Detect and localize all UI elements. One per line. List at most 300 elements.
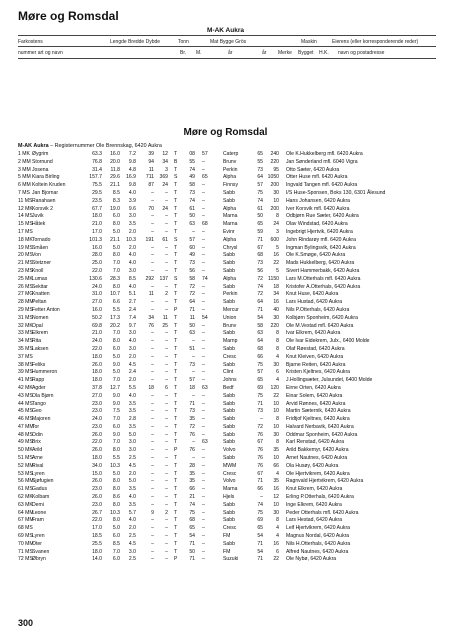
cell-hp: 4 (276, 470, 279, 477)
cell-name: Tornado (32, 236, 51, 243)
cell-ey: 61 (257, 205, 263, 212)
cell-no: 3 MM (18, 166, 31, 173)
cell-name: Ola Bjørn (32, 392, 54, 399)
cell-br: 19.0 (110, 205, 120, 212)
cell-br: 17.3 (110, 314, 120, 321)
cell-br: 6.0 (112, 213, 120, 220)
cell-ton: – (151, 189, 154, 196)
cell-br: 8.0 (112, 252, 120, 259)
cell-len: 15.0 (92, 470, 102, 477)
header-rule-top (18, 35, 436, 36)
cell-eng: Sabb (223, 283, 235, 290)
cell-grp: 58 (189, 182, 195, 189)
cell-dp: 4.5 (128, 462, 136, 469)
cell-grp: 63 (189, 221, 195, 228)
cell-dp: 4.0 (128, 517, 136, 524)
cell-len: 23.0 (92, 486, 102, 493)
cell-br: 10.7 (110, 291, 120, 298)
cell-mat: T (174, 299, 178, 306)
cell-br: 11.8 (110, 166, 120, 173)
cell-hp: 10 (273, 400, 279, 407)
cell-mat: T (174, 486, 178, 493)
cell-own: Ingvald Tangen mfl. 6420 Aukra (286, 182, 358, 189)
cell-dp: 2.8 (128, 416, 136, 423)
cell-ton: 191 (145, 236, 154, 243)
cell-ton: 87 (148, 182, 154, 189)
cell-eng: Sabb (223, 299, 235, 306)
cell-name: Leone (32, 509, 47, 516)
cell-br: 8.5 (112, 189, 120, 196)
cell-len: 28.0 (92, 252, 102, 259)
cell-dp: 5.0 (128, 431, 136, 438)
register-series: M-AK Aukra (207, 27, 244, 34)
cell-len: 23.0 (92, 400, 102, 407)
cell-eng: Suzuki (223, 556, 239, 563)
cell-mat: T (174, 408, 178, 415)
cell-grp: 08 (189, 151, 195, 157)
cell-ton: – (151, 221, 154, 228)
cell-own: Fridtjof Kjeltnes, 6420 Aukra (286, 416, 350, 423)
cell-mat: T (174, 166, 178, 173)
cell-own: Ole Hjertvikrem, 6420 Aukra (286, 470, 350, 477)
cell-name: Jan Bjornar (32, 189, 59, 196)
cell-br: 6.0 (112, 423, 120, 430)
cell-hp: 1050 (267, 174, 279, 181)
cell-mat: P (174, 556, 178, 563)
cell-grp: – (192, 338, 195, 345)
vessel-table (18, 151, 438, 564)
cell-ch: – (202, 189, 205, 196)
cell-mat: T (174, 462, 178, 469)
cell-grp: 63 (189, 330, 195, 337)
cell-name: Nomen (32, 314, 49, 321)
header-col-tonnage: Tonn (178, 39, 189, 45)
header-sub-built: Bygget (298, 50, 314, 56)
cell-eng: Marna (223, 221, 238, 228)
cell-len: 76.8 (92, 158, 102, 165)
cell-name: Lyren (32, 470, 45, 477)
table-row (18, 502, 438, 510)
cell-ton: – (151, 486, 154, 493)
cell-no: 38 MS (18, 361, 33, 368)
cell-no: 7 MS (18, 189, 30, 196)
cell-grp: 50 (189, 322, 195, 329)
cell-hp: 22 (273, 392, 279, 399)
cell-yr: – (165, 439, 168, 446)
cell-no: 29 MS (18, 306, 33, 313)
cell-ton: – (151, 260, 154, 267)
cell-ch: – (202, 330, 205, 337)
header-sub-m: M. (196, 50, 202, 56)
cell-hp: 10 (273, 501, 279, 508)
header-col-vessel: Farkostens (18, 39, 43, 45)
cell-dp: 2.4 (128, 306, 136, 313)
cell-eng: Perkin (223, 166, 238, 173)
cell-br: 29.6 (110, 174, 120, 181)
cell-own: Halvard Nerbavik, 6420 Aukra (286, 423, 354, 430)
cell-dp: 9.8 (128, 182, 136, 189)
cell-mat: T (174, 338, 178, 345)
cell-ey: 72 (257, 291, 263, 298)
cell-br: 8.5 (112, 540, 120, 547)
cell-ton: – (151, 283, 154, 290)
cell-hp: 8 (276, 439, 279, 446)
cell-ch: – (202, 556, 205, 563)
cell-ton: – (151, 228, 154, 235)
cell-hp: 30 (273, 509, 279, 516)
table-row (18, 182, 438, 190)
cell-eng: Sabb (223, 431, 235, 438)
cell-yr: – (165, 260, 168, 267)
cell-ey: 74 (257, 501, 263, 508)
cell-name: Rival (32, 462, 44, 469)
cell-grp: 72 (189, 423, 195, 430)
table-row (18, 369, 438, 377)
table-row (18, 268, 438, 276)
table-row (18, 260, 438, 268)
cell-ton: – (151, 377, 154, 384)
cell-mat: T (174, 369, 178, 376)
cell-grp: 35 (189, 478, 195, 485)
cell-ton: – (151, 470, 154, 477)
cell-dp: 2.0 (128, 377, 136, 384)
cell-eng: Sabb (223, 267, 235, 274)
cell-own: I/S Huse-Sponsen, Boks 130, 6301 Ålesund (286, 189, 386, 196)
cell-ch: – (202, 182, 205, 189)
cell-name: Korsvik 2 (32, 205, 53, 212)
table-row (18, 471, 438, 479)
cell-name: Geo (32, 408, 42, 415)
cell-hp: 30 (273, 314, 279, 321)
cell-len: 63.3 (92, 151, 102, 157)
cell-grp: 60 (189, 244, 195, 251)
cell-mat: T (174, 283, 178, 290)
cell-grp: 35 (189, 416, 195, 423)
cell-hp: 16 (273, 486, 279, 493)
header-sub-br: Br. (180, 50, 187, 56)
cell-ton: 292 (145, 275, 154, 282)
cell-mat: T (174, 494, 178, 501)
cell-own: Ingman Bylingsvik, 6420 Aukra (286, 244, 356, 251)
cell-eng: Alpha (223, 236, 237, 243)
cell-ch: 65 (202, 174, 208, 181)
cell-mat: T (174, 517, 178, 524)
cell-eng: Sabb (223, 439, 235, 446)
table-row (18, 424, 438, 432)
cell-ton: – (151, 416, 154, 423)
cell-len: 34.0 (92, 462, 102, 469)
cell-len: 22.0 (92, 517, 102, 524)
cell-len: 16.0 (92, 306, 102, 313)
cell-no: 27 MG (18, 291, 34, 298)
cell-name: Arild (32, 447, 43, 454)
cell-len: 23.0 (92, 423, 102, 430)
table-row (18, 377, 438, 385)
cell-own: Martin Sæternik, 6420 Aukra (286, 408, 351, 415)
cell-ton: – (151, 540, 154, 547)
cell-hp: 4 (276, 353, 279, 360)
cell-ey: 63 (257, 330, 263, 337)
cell-no: 19 MS (18, 244, 33, 251)
cell-ey: 66 (257, 353, 263, 360)
table-row (18, 385, 438, 393)
cell-len: 50.2 (92, 314, 102, 321)
cell-yr: – (165, 228, 168, 235)
cell-yr: 2 (165, 291, 168, 298)
cell-dp: 4.0 (128, 494, 136, 501)
cell-ch: – (202, 213, 205, 220)
cell-yr: – (165, 548, 168, 555)
cell-name: Juvik (32, 213, 44, 220)
cell-ton: – (151, 431, 154, 438)
cell-grp: 66 (189, 486, 195, 493)
cell-no: 51 MS (18, 455, 33, 462)
cell-name: Oter (32, 540, 42, 547)
cell-ey: 76 (257, 431, 263, 438)
cell-br: 5.0 (112, 228, 120, 235)
cell-grp: 73 (189, 408, 195, 415)
cell-grp: 71 (189, 556, 195, 563)
cell-len: 18.0 (92, 213, 102, 220)
cell-name: Fram (32, 517, 44, 524)
cell-ton: 18 (148, 384, 154, 391)
cell-mat: T (174, 322, 178, 329)
cell-br: 7.5 (112, 408, 120, 415)
cell-ch: – (202, 267, 205, 274)
cell-mat: T (174, 361, 178, 368)
cell-hp: 1150 (268, 275, 279, 282)
cell-yr: – (165, 470, 168, 477)
cell-mat: T (174, 509, 178, 516)
cell-hp: 8 (276, 338, 279, 345)
header-sub-hp: H.K. (319, 50, 329, 56)
cell-grp: 73 (189, 260, 195, 267)
cell-ey: 75 (257, 392, 263, 399)
cell-hp: 22 (273, 260, 279, 267)
cell-dp: 4.0 (128, 283, 136, 290)
cell-yr: – (165, 447, 168, 454)
cell-no: 12 MK (18, 205, 33, 212)
cell-mat: T (174, 314, 178, 321)
cell-ton: – (151, 556, 154, 563)
cell-mat: T (174, 525, 178, 532)
cell-name: Opal (32, 322, 43, 329)
cell-mat: T (174, 252, 178, 259)
cell-mat: T (174, 501, 178, 508)
cell-own: Ole K.Hukkelberg mfl. 6420 Aukra (286, 151, 363, 157)
cell-dp: 2.0 (128, 228, 136, 235)
cell-dp: 3.0 (128, 345, 136, 352)
cell-ton: – (151, 353, 154, 360)
cell-name: Josena (32, 166, 49, 173)
cell-br: 8.0 (112, 501, 120, 508)
cell-eng: Sabb (223, 408, 235, 415)
cell-len: 26.0 (92, 447, 102, 454)
cell-ch: – (202, 158, 205, 165)
cell-grp: 76 (189, 447, 195, 454)
cell-br: 12.7 (110, 384, 120, 391)
cell-ey: 67 (257, 470, 263, 477)
cell-mat: P (174, 447, 178, 454)
cell-name: Ranahaen (32, 197, 56, 204)
cell-dp: 2.7 (128, 299, 136, 306)
table-row (18, 252, 438, 260)
cell-own: Knut Kleiven, 6420 Aukra (286, 353, 344, 360)
cell-no: 49 MS (18, 439, 33, 446)
cell-no: 42 MK (18, 384, 33, 391)
cell-grp: 18 (189, 384, 195, 391)
table-row (18, 229, 438, 237)
cell-ton: – (151, 548, 154, 555)
cell-eng: Sabb (223, 509, 235, 516)
table-row (18, 159, 438, 167)
cell-len: 17.0 (92, 228, 102, 235)
cell-dp: 2.0 (128, 470, 136, 477)
cell-mat: T (174, 548, 178, 555)
cell-eng: Caterp (223, 151, 239, 157)
cell-ch: – (202, 478, 205, 485)
cell-br: 8.3 (112, 197, 120, 204)
header-sub-year1: år (228, 50, 233, 56)
cell-own: Oddmar Sponheim, 6420 Aukra (286, 431, 358, 438)
cell-ch: – (202, 338, 205, 345)
cell-ey: 73 (257, 260, 263, 267)
cell-grp: 72 (189, 283, 195, 290)
cell-len: 130.6 (89, 275, 102, 282)
cell-own: Kristen Kjeltnes, 6420 Aukra (286, 369, 350, 376)
cell-dp: 10.3 (126, 236, 136, 243)
cell-br: 5.0 (112, 353, 120, 360)
cell-no: 41 MS (18, 377, 33, 384)
cell-br: 20.2 (110, 322, 120, 329)
cell-grp: 75 (189, 509, 195, 516)
cell-br: 8.0 (112, 221, 120, 228)
cell-hp: 10 (273, 197, 279, 204)
cell-own: Lars M.Otterhals mfl. 6420 Aukra (286, 275, 361, 282)
cell-name: Øygrim (32, 151, 49, 157)
cell-br: 7.0 (112, 267, 120, 274)
cell-len: 17.0 (92, 525, 102, 532)
cell-br: 5.0 (112, 244, 120, 251)
cell-dp: 7.4 (128, 314, 136, 321)
cell-ey: 75 (257, 361, 263, 368)
cell-ch: – (202, 322, 205, 329)
cell-yr: – (165, 353, 168, 360)
cell-ey: 68 (257, 345, 263, 352)
cell-yr: – (165, 501, 168, 508)
table-row (18, 315, 438, 323)
cell-ey: 76 (257, 447, 263, 454)
cell-grp: 57 (189, 236, 195, 243)
table-row (18, 291, 438, 299)
cell-hp: 8 (276, 345, 279, 352)
cell-len: 37.8 (92, 384, 102, 391)
cell-hp: 34 (273, 291, 279, 298)
cell-no: 46 MS (18, 416, 33, 423)
cell-yr: 61 (162, 236, 168, 243)
cell-yr: – (165, 369, 168, 376)
cell-yr: – (165, 556, 168, 563)
cell-ey: 58 (257, 322, 263, 329)
cell-len: 27.0 (92, 392, 102, 399)
cell-own: Olav Windstad, 6420 Aukra (286, 221, 348, 228)
cell-yr: – (165, 416, 168, 423)
cell-dp: 5.5 (128, 384, 136, 391)
cell-grp: 50 (189, 213, 195, 220)
table-row (18, 432, 438, 440)
cell-mat: B (174, 158, 178, 165)
cell-ch: – (202, 197, 205, 204)
cell-dp: 3.0 (128, 213, 136, 220)
cell-ch: – (202, 236, 205, 243)
cell-br: 5.5 (112, 306, 120, 313)
cell-len: 26.0 (92, 431, 102, 438)
cell-no: 2 MM (18, 158, 31, 165)
cell-yr: 3 (165, 166, 168, 173)
cell-own: Lars Hestad, 6420 Aukra (286, 517, 343, 524)
table-row (18, 330, 438, 338)
cell-dp: 3.5 (128, 486, 136, 493)
cell-name: Laksen (32, 345, 49, 352)
cell-dp: 5.1 (128, 291, 136, 298)
cell-len: 101.3 (89, 236, 102, 243)
cell-grp: – (192, 228, 195, 235)
cell-ey: 75 (257, 189, 263, 196)
cell-name: Tango (32, 400, 46, 407)
cell-dp: 4.0 (128, 260, 136, 267)
cell-grp: 61 (189, 205, 195, 212)
district-registrar: – Registernummer Ole Brennskag, 6420 Aukra (50, 143, 162, 149)
cell-yr: 137 (159, 275, 168, 282)
cell-ey: 74 (257, 283, 263, 290)
cell-ey: 54 (257, 314, 263, 321)
cell-len: 23.5 (92, 197, 102, 204)
cell-ton: – (151, 494, 154, 501)
cell-ton: 711 (145, 174, 154, 181)
cell-no: 69 MS (18, 533, 33, 540)
cell-ch: – (202, 431, 205, 438)
cell-br: 10.3 (110, 509, 120, 516)
cell-name: Kolbam (32, 494, 50, 501)
cell-mat: T (174, 205, 178, 212)
cell-ey: 57 (257, 369, 263, 376)
cell-ey: 67 (257, 439, 263, 446)
cell-hp: 120 (270, 384, 279, 391)
table-row (18, 549, 438, 557)
cell-mat: T (174, 540, 178, 547)
cell-ey: 76 (257, 462, 263, 469)
cell-dp: 4.5 (128, 540, 136, 547)
cell-no: 52 MM (18, 462, 34, 469)
cell-len: 21.0 (92, 330, 102, 337)
cell-ey: 54 (257, 548, 263, 555)
cell-grp: 68 (189, 517, 195, 524)
cell-ey: 71 (257, 400, 263, 407)
cell-hp: 4 (276, 377, 279, 384)
cell-ch: – (202, 509, 205, 516)
cell-ey: 69 (257, 384, 263, 391)
cell-grp: 57 (189, 377, 195, 384)
cell-br: 8.0 (112, 517, 120, 524)
cell-no: 33 MS (18, 330, 33, 337)
cell-ey: 65 (257, 151, 263, 157)
table-row (18, 463, 438, 471)
cell-ch: 63 (202, 384, 208, 391)
cell-ch: – (202, 470, 205, 477)
cell-mat: T (174, 221, 178, 228)
cell-ch: – (202, 494, 205, 501)
cell-br: 9.0 (112, 400, 120, 407)
